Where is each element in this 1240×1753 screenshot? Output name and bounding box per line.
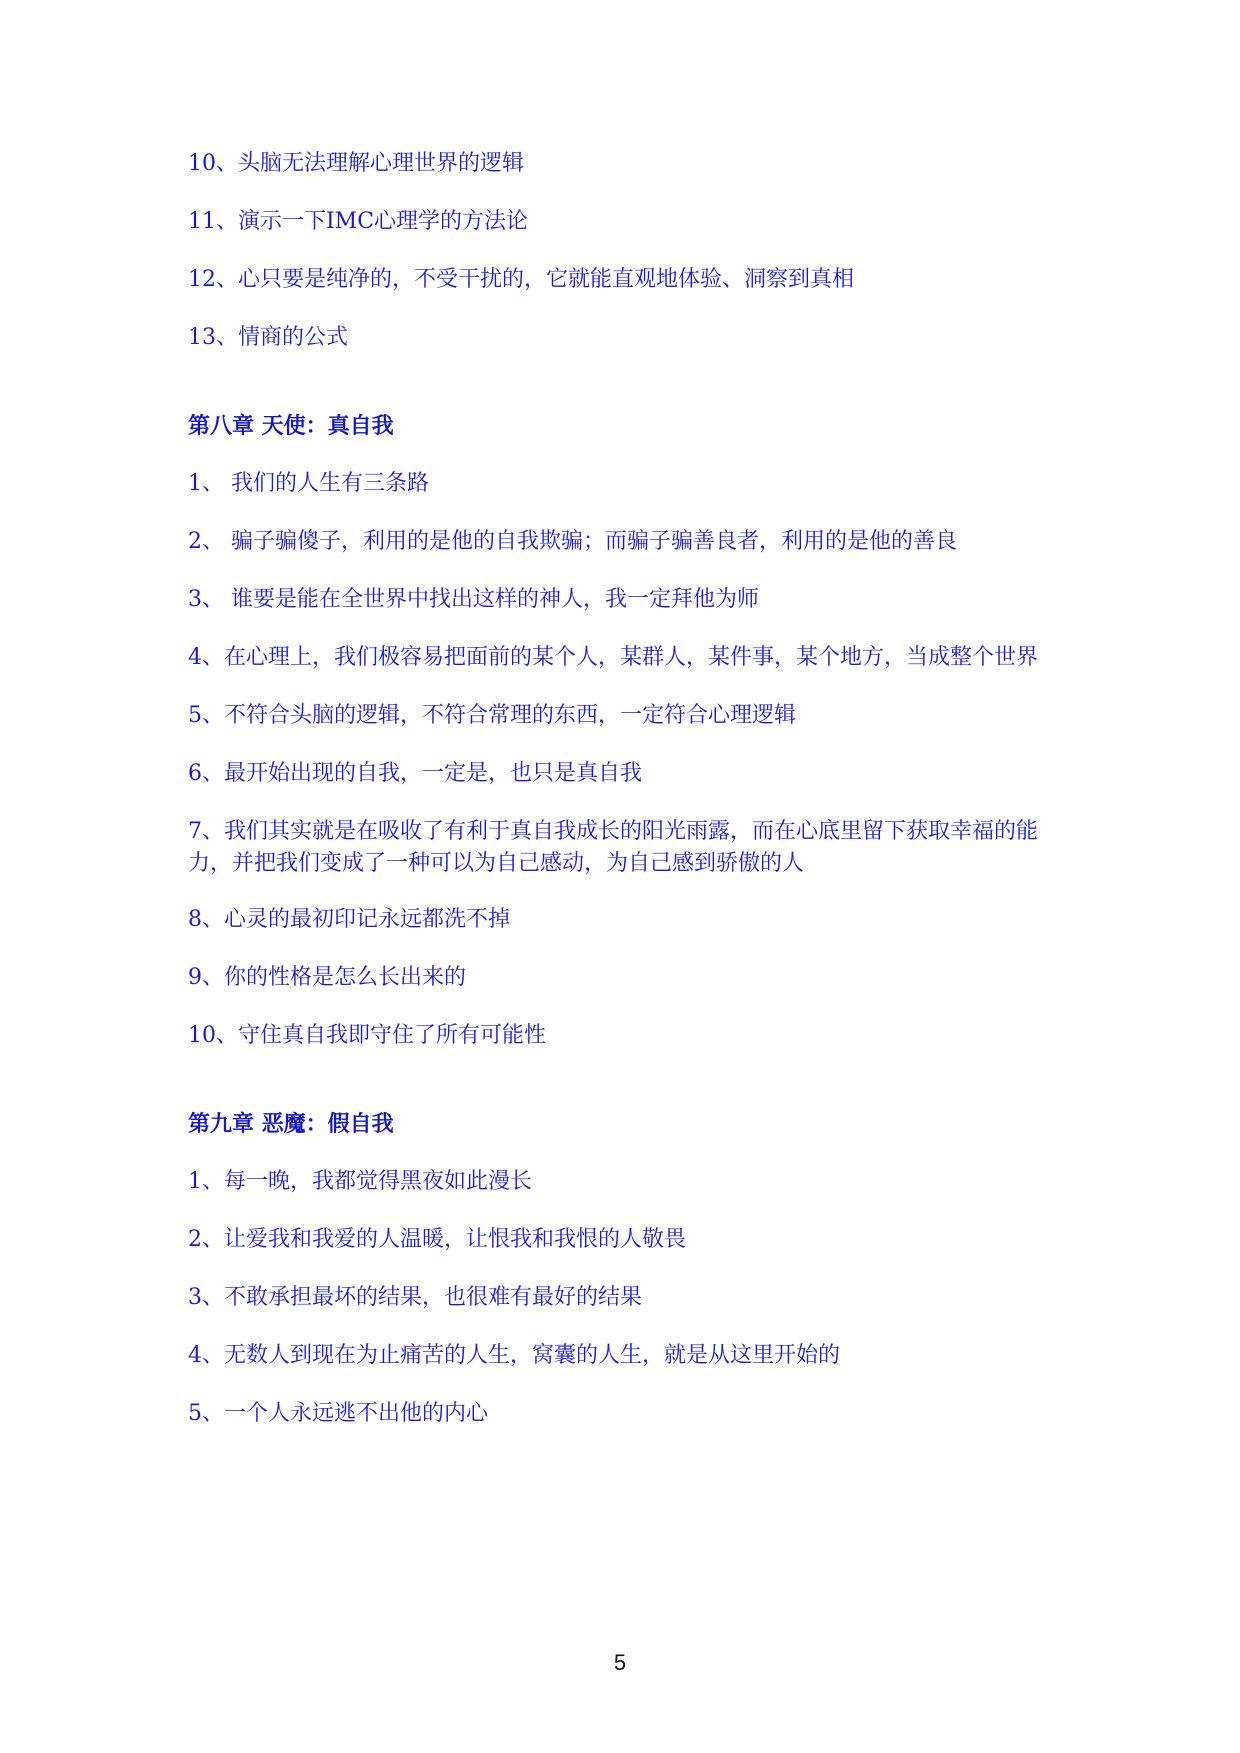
- list-item: 6、最开始出现的自我，一定是，也只是真自我: [188, 761, 642, 786]
- list-item: 7、我们其实就是在吸收了有利于真自我成长的阳光雨露，而在心底里留下获取幸福的能力，并把我们变成了一种可以为自己感动，为自己感到骄傲的人: [188, 819, 1038, 876]
- chapter-heading: 第八章 天使：真自我: [188, 413, 394, 439]
- list-item: 10、头脑无法理解心理世界的逻辑: [188, 151, 524, 176]
- list-item: 8、心灵的最初印记永远都洗不掉: [188, 907, 510, 932]
- list-item: 13、情商的公式: [188, 325, 348, 350]
- list-item: 11、演示一下IMC心理学的方法论: [188, 209, 529, 234]
- list-item: 12、心只要是纯净的，不受干扰的，它就能直观地体验、洞察到真相: [188, 267, 854, 292]
- list-item: 9、你的性格是怎么长出来的: [188, 965, 466, 990]
- chapter-heading: 第九章 恶魔：假自我: [188, 1111, 394, 1137]
- list-item: 2、 骗子骗傻子，利用的是他的自我欺骗；而骗子骗善良者，利用的是他的善良: [188, 529, 957, 554]
- list-item: 5、不符合头脑的逻辑，不符合常理的东西，一定符合心理逻辑: [188, 703, 796, 728]
- list-item: 3、 谁要是能在全世界中找出这样的神人，我一定拜他为师: [188, 587, 759, 612]
- list-item: 1、 我们的人生有三条路: [188, 471, 429, 496]
- list-item: 10、守住真自我即守住了所有可能性: [188, 1023, 546, 1048]
- page-number: 5: [613, 1650, 627, 1675]
- list-item: 4、在心理上，我们极容易把面前的某个人，某群人，某件事，某个地方，当成整个世界: [188, 645, 1038, 670]
- list-item: 4、无数人到现在为止痛苦的人生，窝囊的人生，就是从这里开始的: [188, 1343, 840, 1368]
- list-item: 5、一个人永远逃不出他的内心: [188, 1401, 488, 1426]
- list-item: 3、不敢承担最坏的结果，也很难有最好的结果: [188, 1285, 642, 1310]
- list-item: 1、每一晚，我都觉得黑夜如此漫长: [188, 1169, 532, 1194]
- list-item: 2、让爱我和我爱的人温暖，让恨我和我恨的人敬畏: [188, 1227, 686, 1252]
